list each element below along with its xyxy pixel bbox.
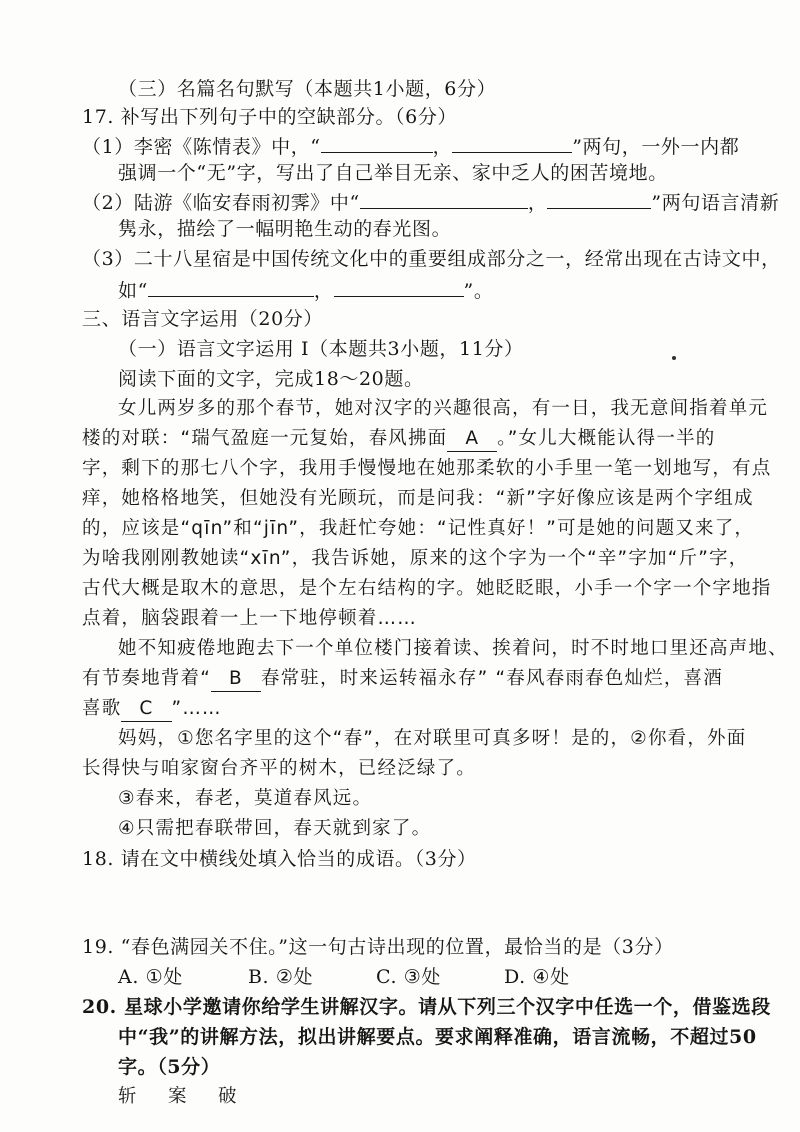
reading-instruction: 阅读下面的文字，完成18～20题。 <box>118 368 424 390</box>
passage-text: 。”女儿大概能认得一半的 <box>497 428 716 449</box>
passage-line: 字，剩下的那七八个字，我用手慢慢地在她那柔软的小手里一笔一划地写，有点 <box>82 458 772 479</box>
q17-p2-text-a: （2）陆游《临安春雨初霁》中“ <box>82 192 360 214</box>
passage-line: 点着，脑袋跟着一上一下地停顿着…… <box>82 608 417 629</box>
passage-line: 为啥我刚刚教她读“xīn”，我告诉她，原来的这个字为一个“辛”字加“斤”字， <box>82 548 749 569</box>
passage-text: 有节奏地背着“ <box>82 668 211 689</box>
answer-blank[interactable] <box>547 186 651 209</box>
answer-blank[interactable] <box>360 186 528 209</box>
answer-blank[interactable] <box>452 130 572 153</box>
q17-p1-text-a: （1）李密《陈情表》中，“ <box>82 136 321 158</box>
blank-a[interactable]: A <box>447 427 497 452</box>
q17-part3-cont <box>118 274 493 306</box>
part3-header: 三、语言文字运用（20分） <box>82 308 323 330</box>
passage-line: 长得快与咱家窗台齐平的树木，已经泛绿了。 <box>82 758 477 779</box>
passage-line <box>82 694 222 724</box>
q17-part2-cont: 隽永，描绘了一幅明艳生动的春光图。 <box>118 218 452 240</box>
passage-line: 古代大概是取木的意思，是个左右结构的字。她眨眨眼，小手一个字一个字地指 <box>82 578 772 599</box>
q19-option-d[interactable]: D. ④处 <box>504 966 570 988</box>
passage-line <box>82 664 723 694</box>
scan-speck <box>672 356 676 360</box>
q19-option-b[interactable]: B. ②处 <box>248 966 314 988</box>
passage-text: ”…… <box>171 698 222 719</box>
answer-blank[interactable] <box>321 130 433 153</box>
passage-line: 妈妈，①您名字里的这个“春”，在对联里可真多呀！是的，②你看，外面 <box>118 728 747 749</box>
passage-line: ③春来，春老，莫道春风远。 <box>118 788 373 809</box>
passage-text: 楼的对联：“瑞气盈庭一元复始，春风拂面 <box>82 428 448 449</box>
question-18: 18. 请在文中横线处填入恰当的成语。（3分） <box>82 848 477 870</box>
answer-blank[interactable] <box>334 274 464 297</box>
question-17-stem: 17. 补写出下列句子中的空缺部分。（6分） <box>82 106 458 128</box>
passage-line: 女儿两岁多的那个春节，她对汉字的兴趣很高，有一日，我无意间指着单元 <box>118 398 769 419</box>
passage-text: 喜歌 <box>82 698 122 719</box>
blank-b[interactable]: B <box>211 667 261 692</box>
q17-p3-comma: ， <box>313 280 334 302</box>
q20-char-1: 斩 <box>118 1086 138 1107</box>
passage-line: 的，应该是“qīn”和“jīn”，我赶忙夸她：“记性真好！”可是她的问题又来了， <box>82 518 755 539</box>
q19-option-c[interactable]: C. ③处 <box>376 966 441 988</box>
question-20-line: 字。（5分） <box>118 1056 221 1078</box>
q20-char-3: 破 <box>218 1086 238 1107</box>
passage-text: 春常驻，时来运转福永存” “春风春雨春色灿烂，喜酒 <box>260 668 723 689</box>
q17-p3-text-c: ”。 <box>463 280 494 302</box>
question-19-stem: 19. “春色满园关不住。”这一句古诗出现的位置，最恰当的是（3分） <box>82 936 674 958</box>
q17-p1-text-b: ”两句，一外一内都 <box>572 136 740 158</box>
q20-char-2: 案 <box>168 1086 188 1107</box>
blank-c[interactable]: C <box>121 697 171 722</box>
subsection-header: （一）语言文字运用 I（本题共3小题，11分） <box>118 338 524 360</box>
passage-line: ④只需把春联带回，春天就到家了。 <box>118 818 432 839</box>
passage-line: 痒，她格格地笑，但她没有光顾玩，而是问我：“新”字好像应该是两个字组成 <box>82 488 754 509</box>
q17-part1-cont: 强调一个“无”字，写出了自己举目无亲、家中乏人的困苦境地。 <box>118 162 668 184</box>
section-header: （三）名篇名句默写（本题共1小题，6分） <box>118 78 497 100</box>
question-20-line: 中“我”的讲解方法，拟出讲解要点。要求阐释准确，语言流畅，不超过50 <box>118 1026 757 1048</box>
q17-p1-comma: ， <box>432 136 453 158</box>
passage-line: 她不知疲倦地跑去下一个单位楼门接着读、挨着问，时不时地口里还高声地、 <box>118 638 788 659</box>
q19-option-a[interactable]: A. ①处 <box>118 966 183 988</box>
q17-p2-comma: ， <box>527 192 548 214</box>
q17-p3-text-b: 如“ <box>118 280 148 302</box>
question-20-line: 20. 星球小学邀请你给学生讲解汉字。请从下列三个汉字中任选一个，借鉴选段 <box>82 996 771 1018</box>
answer-blank[interactable] <box>148 274 314 297</box>
q17-p2-text-b: ”两句语言清新 <box>651 192 780 214</box>
q17-part3: （3）二十八星宿是中国传统文化中的重要组成部分之一，经常出现在古诗文中， <box>82 248 781 270</box>
passage-line <box>82 424 716 454</box>
